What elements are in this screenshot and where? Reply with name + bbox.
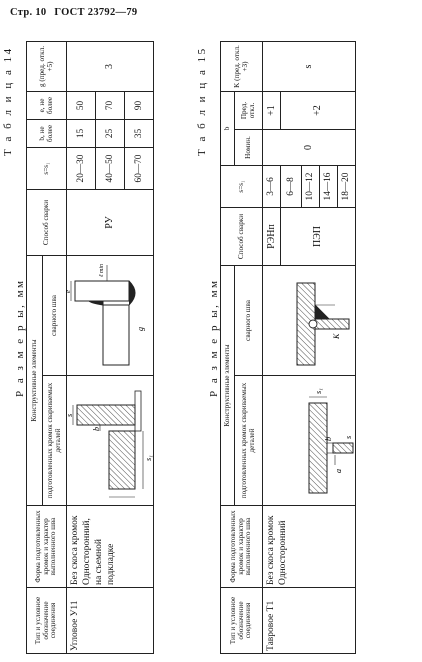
t14-h-e: e, не более <box>27 92 67 120</box>
t14-h-form: Форма подготовленных кромок и характер выполненного шва <box>27 506 67 588</box>
page-number: Стр. 10 <box>10 7 47 18</box>
t14-prepared-figure <box>67 376 154 506</box>
t14-h-prepared: подготовленных кромок свариваемых деталей <box>43 376 67 506</box>
table14 <box>26 41 154 654</box>
tee-joint-prepared-drawing <box>263 377 355 505</box>
t15-dev-2: +2 <box>281 92 356 130</box>
t15-fig-k: K <box>332 333 341 339</box>
t14-weld-label: ℓ min <box>99 264 105 277</box>
t15-h-k: K (пред. откл. +3) <box>221 42 263 92</box>
t14-b-3: 35 <box>125 120 154 148</box>
t15-prepared-figure <box>263 376 356 506</box>
rotated-page <box>0 26 422 662</box>
t14-h-weld: сварного шва <box>43 256 67 376</box>
t15-s-1: 3—6 <box>263 166 281 208</box>
t15-k: s <box>263 42 356 92</box>
page-header <box>10 7 142 18</box>
rotated-content <box>0 26 422 662</box>
t14-b-1: 15 <box>67 120 96 148</box>
t14-fig-b: b <box>92 427 101 431</box>
t15-s-3: 10—12 <box>302 166 320 208</box>
t14-h-constructive: Конструктивные элементы <box>27 256 43 506</box>
t14-s-3: 60—70 <box>125 148 154 190</box>
t15-h-dev: Пред. откл. <box>235 92 263 130</box>
tee-joint-weld-drawing <box>263 267 355 375</box>
table15-units: Р а з м е р ы, мм <box>208 278 220 397</box>
t14-h-method: Способ сварки <box>27 190 67 256</box>
table15-caption: Т а б л и ц а 15 <box>196 46 208 156</box>
t15-nom: 0 <box>263 130 356 166</box>
table15 <box>220 41 356 654</box>
t14-s-2: 40—50 <box>96 148 125 190</box>
t15-h-s: s=s₁ <box>221 166 263 208</box>
t15-fig-s: s <box>344 435 353 439</box>
t15-method-2: ПЭП <box>281 208 356 266</box>
t15-s-2: 6—8 <box>281 166 302 208</box>
t14-fig-g: g <box>136 327 145 331</box>
t15-h-constructive: Конструктивные элементы <box>221 266 235 506</box>
t14-h-b: b, не более <box>27 120 67 148</box>
t14-method: РУ <box>67 190 154 256</box>
t14-g: 3 <box>67 42 154 92</box>
t14-h-g: g (пред. откл. +5) <box>27 42 67 92</box>
t14-fig-e: e <box>64 289 72 293</box>
t14-h-s: s=s₁ <box>27 148 67 190</box>
t15-h-form: Форма подготовленных кромок и характер выполненного шва <box>221 506 263 588</box>
t15-fig-s1: s₁ <box>314 388 323 394</box>
t14-fig-s1: s₁ <box>144 455 153 461</box>
t15-s-5: 18—20 <box>338 166 356 208</box>
t15-dev-1: +1 <box>263 92 281 130</box>
t15-h-type: Тип и условное обозначение соединения <box>221 588 263 654</box>
table14-caption: Т а б л и ц а 14 <box>2 46 14 156</box>
t15-weld-figure <box>263 266 356 376</box>
t14-h-type: Тип и условное обозначение соединения <box>27 588 67 654</box>
t15-h-b: b <box>221 92 235 166</box>
corner-joint-weld-drawing <box>64 257 153 375</box>
corner-joint-prepared-drawing <box>67 377 153 505</box>
t15-type: Тавровое Т1 <box>263 588 356 654</box>
t15-fig-b: b <box>324 437 333 441</box>
t15-h-weld: сварного шва <box>235 266 263 376</box>
t15-form: Без скоса кромок Односторонний <box>263 506 356 588</box>
t14-e-3: 90 <box>125 92 154 120</box>
t14-type: Угловое У11 <box>67 588 154 654</box>
t15-method-1: РЭНп <box>263 208 281 266</box>
t14-e-1: 50 <box>67 92 96 120</box>
t15-h-prepared: подготовленных кромок свариваемых деталей <box>235 376 263 506</box>
t15-fig-a: a <box>334 469 343 473</box>
t15-s-4: 14—16 <box>320 166 338 208</box>
t14-b-2: 25 <box>96 120 125 148</box>
t14-form: Без скоса кромок Односторонний, на съемной подкладке <box>67 506 154 588</box>
t15-h-method: Способ сварки <box>221 208 263 266</box>
t14-weld-figure <box>64 256 154 376</box>
t14-e-2: 70 <box>96 92 125 120</box>
t15-h-nom: Номин. <box>235 130 263 166</box>
t14-fig-s: s <box>65 413 74 417</box>
standard-number: ГОСТ 23792—79 <box>54 7 138 18</box>
t14-s-1: 20—30 <box>67 148 96 190</box>
table14-units: Р а з м е р ы, мм <box>14 278 26 397</box>
